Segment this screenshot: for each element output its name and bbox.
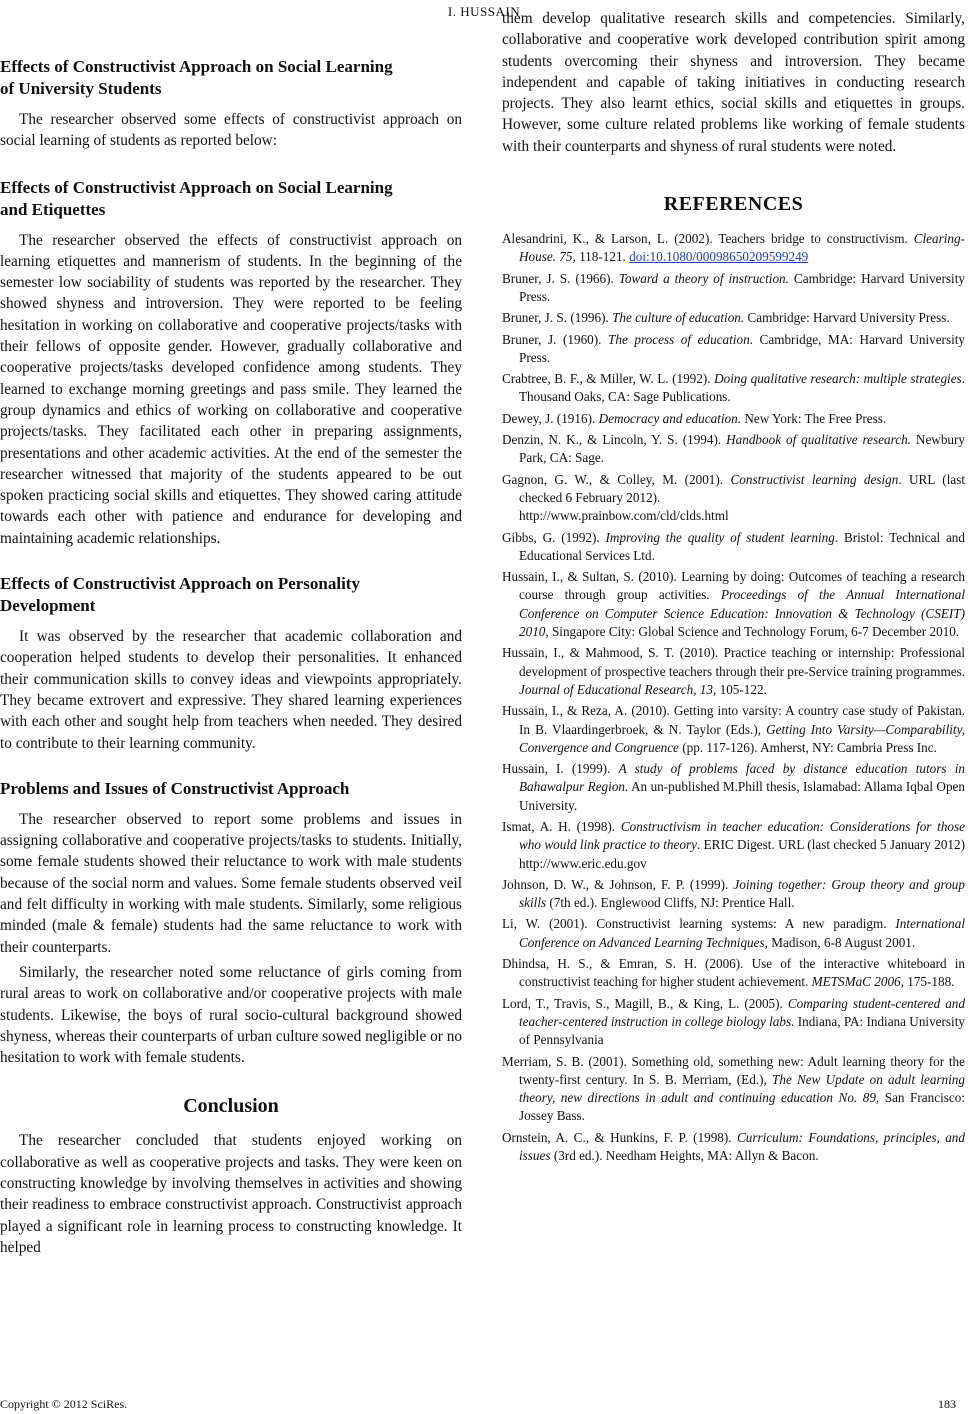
reference-item: Crabtree, B. F., & Miller, W. L. (1992). Doing qualitative research: multiple strategies. Thousand Oaks, CA: Sage Publications. [502,371,965,405]
paragraph-continuation: them develop qualitative research skills and competencies. Similarly, collaborative and cooperative work developed contribution spirit among students overcoming their shyness and introversion. They became independent and capable of taking initiatives in conducting research projects. They also learnt ethics, social skills and etiquettes in groups. However, some culture related problems like working of female students with their counterparts and shyness of rural students were noted. [502,10,965,155]
paragraph: It was observed by the researcher that academic collaboration and cooperation helped students to develop their personalities. It enhanced their communication skills to convey ideas and viewpoints appropriately. They became extrovert and expressive. They shared learning experiences with each other and sought help from teachers when needed. They desired to contribute to their learning community. [0,628,462,752]
page-number: 183 [938,1397,956,1411]
reference-item: Johnson, D. W., & Johnson, F. P. (1999). Joining together: Group theory and group skills (7th ed.). Englewood Cliffs, NJ: Prentice Hall. [502,876,965,911]
paragraph: The researcher observed the effects of constructivist approach on learning etiquettes and mannerism of students. In the beginning of the semester low sociability of students was reported by the researcher. They showed shyness and introversion. They were reported to be feeling hesitation in working on collaborative and cooperative projects/tasks with their fellows of opposite gender. However, gradually collaborative and cooperative projects/tasks developed confidence among students. They learned to exchange morning greetings and pass smile. They learned the group dynamics and ethics of working on collaborative and cooperative projects/tasks. They facilitated each other in preparing assignments, presentations and other academic activities. At the end of the semester the researcher witnessed that majority of the students appeared to be out spoken practicing social skills and etiquettes. They showed caring attitude towards each other with patience and endurance for developing and maintaining academic relationships. [0,231,462,547]
reference-item: Alesandrini, K., & Larson, L. (2002). Teachers bridge to constructivism. Clearing-House. 75, 118-121. doi:10.1080/00098650209599249 [502,231,965,265]
reference-item: Li, W. (2001). Constructivist learning systems: A new paradigm. International Conference on Advanced Learning Techniques, Madison, 6-8 August 2001. [502,916,965,950]
left-column [0,42,462,1258]
footer-copyright: Copyright © 2012 SciRes. [0,1397,128,1411]
paragraph: The researcher observed some effects of constructivist approach on social learning of students as reported below: [0,111,462,150]
references-title: REFERENCES [663,193,804,216]
section-title-personality: Effects of Constructivist Approach on Personality Development [0,574,360,616]
doi-link[interactable]: doi:10.1080/00098650209599249 [629,249,809,265]
section-title-social-learning: Effects of Constructivist Approach on Social Learning of University Students [0,57,393,98]
reference-item: Bruner, J. S. (1996). The culture of education. Cambridge: Harvard University Press. [502,310,950,326]
reference-item: Hussain, I., & Reza, A. (2010). Getting into varsity: A country case study of Pakistan. In B. Vlaardingerbroek, & N. Taylor (Eds.), Getting Into Varsity—Comparability, Convergence and Congruence (pp. 117-126). Amherst, NY: Cambria Press Inc. [502,703,965,755]
conclusion-title: Conclusion [183,1095,279,1118]
reference-list [502,230,965,1165]
reference-item: Ismat, A. H. (1998). Constructivism in teacher education: Considerations for those who would link practice to theory. ERIC Digest. URL (last checked 5 January 2012) http://www.eric.edu.gov [502,818,966,871]
reference-item: Gagnon, G. W., & Colley, M. (2001). Constructivist learning design. URL (last checked 6 February 2012). http://www.prainbow.com/cld/clds.html [502,471,966,524]
reference-item: Dewey, J. (1916). Democracy and education. New York: The Free Press. [502,410,887,426]
reference-item: Hussain, I., & Mahmood, S. T. (2010). Practice teaching or internship: Professional development of prospective teachers through their pre-Service training programmes. Journal of Educational Research, 13, 105-122. [502,645,965,697]
reference-item: Merriam, S. B. (2001). Something old, something new: Adult learning theory for the twenty-first century. In S. B. Merriam, (Ed.), The New Update on adult learning theory, new directions in adult and continuing education No. 89, San Francisco: Jossey Bass. [502,1053,965,1124]
reference-item: Bruner, J. S. (1966). Toward a theory of instruction. Cambridge: Harvard University Press. [502,270,965,304]
section-title-etiquettes: Effects of Constructivist Approach on Social Learning and Etiquettes [0,177,393,219]
paragraph: The researcher concluded that students enjoyed working on collaborative as well as cooperative projects and tasks. They were keen on constructing knowledge by involving themselves in activities and showing their readiness to embrace constructivist approach. Constructivist approach played a significant role in learning process to constructing knowledge. It helped [0,1132,462,1256]
reference-item: Hussain, I., & Sultan, S. (2010). Learning by doing: Outcomes of teaching a research course through group activities. Proceedings of the Annual International Conference on Computer Science Education: Innovation & Technology (CSEIT) 2010, Singapore City: Global Science and Technology Forum, 6-7 December 2010. [502,569,965,640]
paragraph: The researcher observed to report some problems and issues in assigning collaborative and cooperative projects/tasks to students. Initially, some female students showed their reluctance to work with male students because of the social norm and values. Some female students observed veil and felt difficulty in working with male students. Similarly, some religious minded (male & female) students had the same reluctance to work with their counterparts. [0,810,462,956]
reference-item: Hussain, I. (1999). A study of problems faced by distance education tutors in Bahawalpur Region. An un-published M.Phill thesis, Islamabad: Allama Iqbal Open University. [502,761,965,813]
reference-item: Dhindsa, H. S., & Emran, S. H. (2006). Use of the interactive whiteboard in constructivist teaching for higher student achievement. METSMaC 2006, 175-188. [502,956,965,990]
reference-item: Bruner, J. (1960). The process of education. Cambridge, MA: Harvard University Press. [502,331,966,365]
section-title-problems: Problems and Issues of Constructivist Approach [0,778,350,798]
paragraph: Similarly, the researcher noted some reluctance of girls coming from rural areas to work on collaborative and/or cooperative projects with male students. Likewise, the boys of rural socio-cultural background showed shyness, whereas their counterparts of urban culture sowed negligible or no hesitation to work with female students. [0,963,462,1067]
running-head: I. HUSSAIN [447,4,521,19]
reference-item: Gibbs, G. (1992). Improving the quality of student learning. Bristol: Technical and Educational Services Ltd. [502,529,965,563]
reference-item: Ornstein, A. C., & Hunkins, F. P. (1998). Curriculum: Foundations, principles, and issues (3rd ed.). Needham Heights, MA: Allyn & Bacon. [502,1129,965,1164]
reference-item: Denzin, N. K., & Lincoln, Y. S. (1994). Handbook of qualitative research. Newbury Park, CA: Sage. [502,432,965,466]
reference-item: Lord, T., Travis, S., Magill, B., & King, L. (2005). Comparing student-centered and teacher-centered instruction in college biology labs. Indiana, PA: Indiana University of Pennsylvania [502,995,965,1048]
right-column [502,8,965,1168]
